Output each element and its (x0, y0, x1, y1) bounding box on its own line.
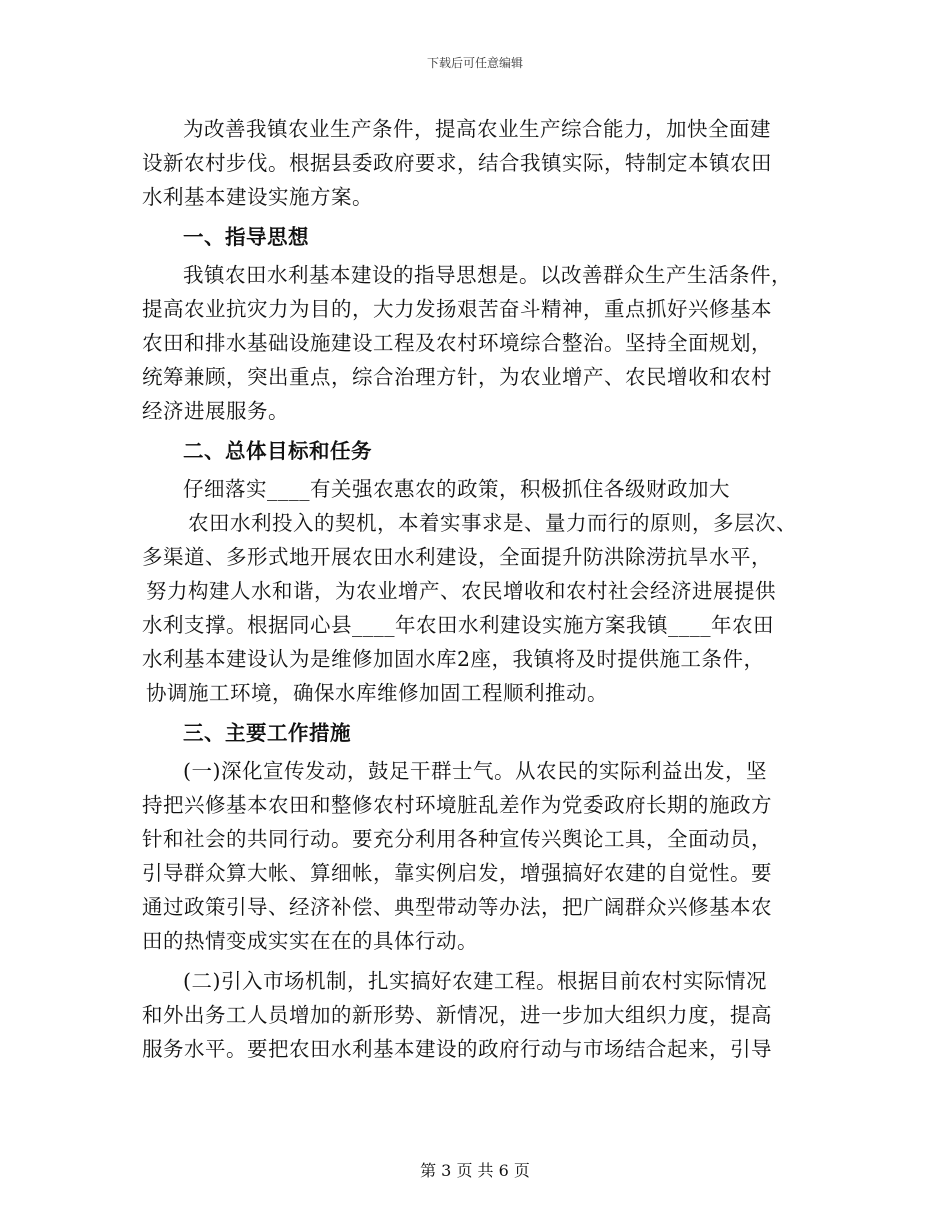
section1-paragraph (142, 258, 812, 428)
section3-item1-paragraph (142, 754, 812, 958)
section3-item1-line: 针和社会的共同行动。要充分利用各种宣传兴舆论工具，全面动员， (142, 827, 772, 851)
page-number-footer: 第 3 页 共 6 页 (420, 1161, 530, 1180)
intro-paragraph (142, 112, 812, 214)
intro-line: 水利基本建设实施方案。 (142, 185, 373, 209)
section-heading-measures: 三、主要工作措施 (183, 721, 351, 745)
section3-item2-line: 和外出务工人员增加的新形势、新情况，进一步加大组织力度，提高 (142, 1003, 772, 1027)
intro-line: 为改善我镇农业生产条件，提高农业生产综合能力，加快全面建 (183, 117, 771, 141)
section1-line: 我镇农田水利基本建设的指导思想是。以改善群众生产生活条件， (183, 263, 792, 287)
section3-item1-line: 通过政策引导、经济补偿、典型带动等办法，把广阔群众兴修基本农 (142, 895, 772, 919)
section2-line: 多渠道、多形式地开展农田水利建设，全面提升防洪除涝抗旱水平， (142, 545, 772, 569)
section2-line: 努力构建人水和谐，为农业增产、农民增收和农村社会经济进展提供 (146, 579, 776, 603)
section3-item2-line: 服务水平。要把农田水利基本建设的政府行动与市场结合起来，引导 (142, 1037, 772, 1061)
section2-line: 水利基本建设认为是维修加固水库2座，我镇将及时提供施工条件， (142, 647, 765, 671)
section3-item2-paragraph (142, 964, 812, 1066)
section3-item1-line: 持把兴修基本农田和整修农村环境脏乱差作为党委政府长期的施政方 (142, 793, 772, 817)
header-note: 下载后可任意编辑 (426, 56, 523, 70)
section2-line: 农田水利投入的契机，本着实事求是、量力而行的原则，多层次、 (188, 511, 797, 535)
section3-item1-line: 田的热情变成实实在在的具体行动。 (142, 929, 478, 953)
section1-line: 统筹兼顾，突出重点，综合治理方针，为农业增产、农民增收和农村 (142, 365, 772, 389)
section1-line: 经济进展服务。 (142, 399, 289, 423)
section1-line: 提高农业抗灾力为目的，大力发扬艰苦奋斗精神，重点抓好兴修基本 (142, 297, 772, 321)
section2-line: 协调施工环境，确保水库维修加固工程顺利推动。 (146, 681, 608, 705)
section3-item1-line: 引导群众算大帐、算细帐，靠实例启发，增强搞好农建的自觉性。要 (142, 861, 772, 885)
section3-item1-line: (一)深化宣传发动，鼓足干群士气。从农民的实际利益出发，坚 (183, 759, 767, 783)
section2-paragraph (142, 472, 812, 710)
section1-line: 农田和排水基础设施建设工程及农村环境综合整治。坚持全面规划， (142, 331, 772, 355)
section-heading-guiding-ideology: 一、指导思想 (183, 225, 309, 249)
section2-line: 水利支撑。根据同心县____年农田水利建设实施方案我镇____年农田 (142, 613, 774, 637)
section2-line: 仔细落实____有关强农惠农的政策，积极抓住各级财政加大 (183, 477, 730, 501)
section3-item2-line: (二)引入市场机制，扎实搞好农建工程。根据目前农村实际情况 (183, 969, 767, 993)
section-heading-goals-tasks: 二、总体目标和任务 (183, 439, 372, 463)
intro-line: 设新农村步伐。根据县委政府要求，结合我镇实际，特制定本镇农田 (142, 151, 772, 175)
document-body (142, 112, 812, 1066)
